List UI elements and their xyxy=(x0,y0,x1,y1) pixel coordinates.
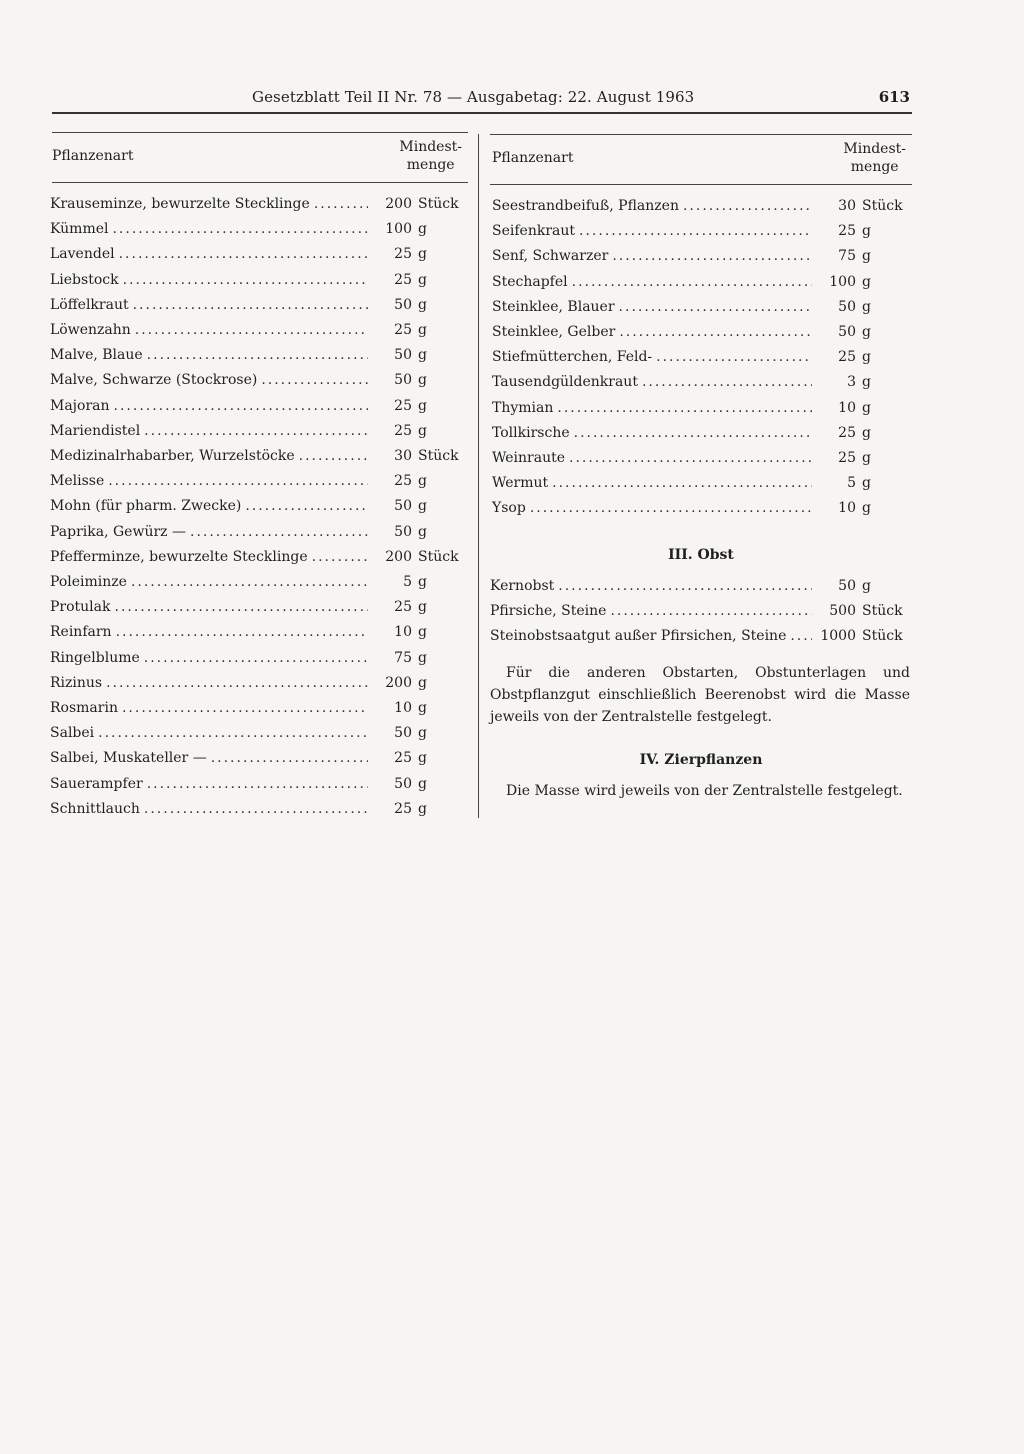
amount-unit: g xyxy=(418,498,427,515)
table-row xyxy=(492,425,912,445)
amount-unit: g xyxy=(418,750,427,767)
leader-dots xyxy=(114,398,368,414)
plant-name: Salbei, Muskateller — xyxy=(50,750,207,767)
plant-name: Pfefferminze, bewurzelte Stecklinge xyxy=(50,548,308,565)
plant-name: Stechapfel xyxy=(492,273,568,290)
min-amount: 25 xyxy=(394,473,412,490)
leader-dots xyxy=(530,500,812,516)
table-row xyxy=(50,423,468,443)
amount-unit: g xyxy=(418,322,427,338)
amount-unit: g xyxy=(862,424,871,441)
min-amount: 25 xyxy=(838,424,856,441)
plant-name: Stiefmütterchen, Feld- xyxy=(492,349,653,366)
min-amount: 50 xyxy=(838,578,856,594)
leader-dots xyxy=(135,322,368,338)
plant-name: Löwenzahn xyxy=(50,322,131,338)
amount-unit: g xyxy=(418,574,427,590)
table-row xyxy=(50,549,468,569)
amount-unit: g xyxy=(862,374,871,391)
plant-name: Rosmarin xyxy=(50,700,118,716)
min-amount: 200 xyxy=(385,548,412,565)
amount-unit: g xyxy=(418,624,427,641)
amount-unit: g xyxy=(418,700,427,716)
leader-dots xyxy=(790,628,812,644)
table-row xyxy=(50,624,468,644)
plant-name: Löffelkraut xyxy=(50,296,129,313)
amount-unit: g xyxy=(418,599,427,616)
amount-unit: g xyxy=(862,273,871,290)
min-amount: 100 xyxy=(829,273,856,290)
section-heading-obst: III. Obst xyxy=(668,547,734,563)
table-row xyxy=(50,398,468,418)
page-header xyxy=(52,88,912,110)
amount-unit: g xyxy=(418,775,427,792)
leader-dots xyxy=(619,299,812,315)
amount-unit: Stück xyxy=(862,628,903,645)
page-number: 613 xyxy=(878,88,910,106)
plant-name: Paprika, Gewürz — xyxy=(50,523,186,540)
header-min-amount: Mindest- menge xyxy=(399,139,462,173)
plant-name: Pfirsiche, Steine xyxy=(490,603,607,620)
min-amount: 50 xyxy=(394,725,412,742)
page-title: Gesetzblatt Teil II Nr. 78 — Ausgabetag: 22. August 1963 xyxy=(252,88,695,106)
min-amount: 25 xyxy=(394,271,412,288)
plant-name: Liebstock xyxy=(50,271,119,288)
header-min-amount: Mindest- menge xyxy=(843,141,906,175)
leader-dots xyxy=(119,246,368,262)
plant-name: Lavendel xyxy=(50,246,115,263)
min-amount: 25 xyxy=(838,450,856,466)
leader-dots xyxy=(261,372,368,388)
plant-name: Steinklee, Blauer xyxy=(492,298,615,315)
amount-unit: Stück xyxy=(418,548,459,565)
min-amount: 50 xyxy=(394,498,412,515)
table-row xyxy=(492,324,912,344)
min-amount: 10 xyxy=(394,624,412,641)
amount-unit: g xyxy=(418,800,427,817)
leader-dots xyxy=(642,374,812,390)
min-amount: 25 xyxy=(394,750,412,767)
leader-dots xyxy=(115,599,369,615)
amount-unit: g xyxy=(418,246,427,263)
amount-unit: Stück xyxy=(418,196,459,212)
column-divider xyxy=(478,134,479,818)
min-amount: 25 xyxy=(838,223,856,240)
zier-note: Die Masse wird jeweils von der Zentralstelle festgelegt. xyxy=(506,783,903,799)
amount-unit: g xyxy=(418,473,427,490)
section-heading-zierpflanzen: IV. Zierpflanzen xyxy=(639,752,763,768)
leader-dots xyxy=(557,400,812,416)
amount-unit: g xyxy=(418,674,427,691)
amount-unit: g xyxy=(418,422,427,439)
min-amount: 25 xyxy=(394,397,412,414)
leader-dots xyxy=(610,603,812,619)
leader-dots xyxy=(98,725,368,741)
left-column xyxy=(52,138,468,184)
plant-name: Schnittlauch xyxy=(50,800,140,817)
plant-name: Rizinus xyxy=(50,674,103,691)
amount-unit: Stück xyxy=(862,603,903,620)
plant-name: Sauerampfer xyxy=(50,775,143,792)
table-row xyxy=(50,725,468,745)
leader-dots xyxy=(106,675,368,691)
min-amount: 50 xyxy=(394,372,412,389)
table-row xyxy=(490,628,912,648)
amount-unit: g xyxy=(418,271,427,288)
amount-unit: g xyxy=(862,475,871,492)
leader-dots xyxy=(108,473,368,489)
leader-dots xyxy=(144,801,368,817)
table-row xyxy=(50,750,468,770)
table-row xyxy=(50,675,468,695)
header-rule xyxy=(52,112,912,114)
left-table-header xyxy=(52,138,468,184)
plant-name: Mariendistel xyxy=(50,422,141,439)
leader-dots xyxy=(569,450,812,466)
min-amount: 10 xyxy=(394,700,412,716)
table-row xyxy=(492,500,912,520)
right-table-top-rule xyxy=(490,134,912,135)
leader-dots xyxy=(144,650,368,666)
plant-name: Ysop xyxy=(492,500,526,517)
right-table-header xyxy=(492,140,912,186)
right-column xyxy=(492,140,912,186)
amount-unit: g xyxy=(862,298,871,315)
table-row xyxy=(50,776,468,796)
amount-unit: g xyxy=(862,450,871,466)
leader-dots xyxy=(299,448,368,464)
leader-dots xyxy=(558,578,812,594)
min-amount: 25 xyxy=(394,422,412,439)
obst-note: Für die anderen Obstarten, Obstunterlagen und Obstpflanzgut einschließlich Beerenobst wird die Masse jeweils von der Zentralstelle festgelegt. xyxy=(490,665,910,725)
leader-dots xyxy=(144,423,368,439)
table-row xyxy=(492,374,912,394)
table-row xyxy=(490,603,912,623)
table-row xyxy=(492,349,912,369)
leader-dots xyxy=(314,196,368,212)
plant-name: Protulak xyxy=(50,599,111,616)
leader-dots xyxy=(133,297,368,313)
min-amount: 3 xyxy=(847,374,856,391)
min-amount: 25 xyxy=(394,322,412,338)
amount-unit: g xyxy=(862,248,871,265)
amount-unit: Stück xyxy=(418,448,459,464)
min-amount: 50 xyxy=(838,324,856,340)
plant-name: Seestrandbeifuß, Pflanzen xyxy=(492,198,679,214)
plant-name: Thymian xyxy=(492,399,554,416)
plant-name: Mohn (für pharm. Zwecke) xyxy=(50,498,242,515)
right-table-head-rule xyxy=(490,184,912,185)
plant-name: Steinklee, Gelber xyxy=(492,324,616,340)
table-row xyxy=(50,473,468,493)
left-table-top-rule xyxy=(52,132,468,133)
table-row xyxy=(50,221,468,241)
plant-name: Kernobst xyxy=(490,578,555,594)
table-row xyxy=(492,223,912,243)
table-row xyxy=(50,347,468,367)
min-amount: 25 xyxy=(838,349,856,366)
plant-name: Weinraute xyxy=(492,450,565,466)
min-amount: 10 xyxy=(838,399,856,416)
leader-dots xyxy=(245,498,368,514)
leader-dots xyxy=(147,776,368,792)
table-row xyxy=(50,574,468,594)
plant-name: Melisse xyxy=(50,473,105,490)
min-amount: 10 xyxy=(838,500,856,517)
plant-name: Malve, Blaue xyxy=(50,347,143,364)
plant-name: Tollkirsche xyxy=(492,424,570,441)
amount-unit: g xyxy=(862,324,871,340)
min-amount: 25 xyxy=(394,599,412,616)
table-row xyxy=(492,248,912,268)
table-row xyxy=(492,274,912,294)
table-row xyxy=(50,322,468,342)
leader-dots xyxy=(131,574,368,590)
plant-name: Medizinalrhabarber, Wurzelstöcke xyxy=(50,448,295,464)
table-row xyxy=(50,196,468,216)
plant-name: Reinfarn xyxy=(50,624,112,641)
table-row xyxy=(492,400,912,420)
table-row xyxy=(50,700,468,720)
min-amount: 25 xyxy=(394,800,412,817)
min-amount: 50 xyxy=(394,296,412,313)
amount-unit: g xyxy=(862,349,871,366)
leader-dots xyxy=(147,347,368,363)
min-amount: 50 xyxy=(838,298,856,315)
leader-dots xyxy=(574,425,812,441)
table-row xyxy=(50,801,468,821)
amount-unit: g xyxy=(862,223,871,240)
min-amount: 50 xyxy=(394,347,412,364)
amount-unit: g xyxy=(862,500,871,517)
min-amount: 500 xyxy=(829,603,856,620)
amount-unit: g xyxy=(418,372,427,389)
amount-unit: g xyxy=(418,523,427,540)
leader-dots xyxy=(619,324,812,340)
plant-name: Majoran xyxy=(50,397,110,414)
min-amount: 200 xyxy=(385,674,412,691)
leader-dots xyxy=(572,274,812,290)
table-row xyxy=(50,524,468,544)
plant-name: Poleiminze xyxy=(50,574,127,590)
leader-dots xyxy=(122,700,368,716)
leader-dots xyxy=(312,549,368,565)
table-row xyxy=(50,448,468,468)
header-plant-type: Pflanzenart xyxy=(52,148,134,164)
left-table-head-rule xyxy=(52,182,468,183)
table-row xyxy=(50,272,468,292)
leader-dots xyxy=(552,475,812,491)
table-row xyxy=(492,198,912,218)
amount-unit: g xyxy=(418,221,427,238)
table-row xyxy=(50,372,468,392)
leader-dots xyxy=(612,248,812,264)
table-row xyxy=(50,297,468,317)
table-row xyxy=(490,578,912,598)
min-amount: 30 xyxy=(838,198,856,214)
min-amount: 50 xyxy=(394,523,412,540)
leader-dots xyxy=(123,272,368,288)
plant-name: Kümmel xyxy=(50,221,109,238)
plant-name: Ringelblume xyxy=(50,649,140,666)
plant-name: Krauseminze, bewurzelte Stecklinge xyxy=(50,196,310,212)
table-row xyxy=(50,599,468,619)
table-row xyxy=(50,498,468,518)
amount-unit: g xyxy=(862,399,871,416)
min-amount: 1000 xyxy=(820,628,856,645)
leader-dots xyxy=(211,750,368,766)
leader-dots xyxy=(190,524,368,540)
min-amount: 100 xyxy=(385,221,412,238)
amount-unit: g xyxy=(418,296,427,313)
min-amount: 200 xyxy=(385,196,412,212)
leader-dots xyxy=(116,624,368,640)
table-row xyxy=(492,450,912,470)
leader-dots xyxy=(683,198,812,214)
min-amount: 25 xyxy=(394,246,412,263)
table-row xyxy=(492,299,912,319)
amount-unit: g xyxy=(418,347,427,364)
plant-name: Tausendgüldenkraut xyxy=(492,374,638,391)
table-row xyxy=(50,650,468,670)
plant-name: Steinobstsaatgut außer Pfirsichen, Steine xyxy=(490,628,787,645)
min-amount: 75 xyxy=(838,248,856,265)
plant-name: Malve, Schwarze (Stockrose) xyxy=(50,372,258,389)
amount-unit: g xyxy=(418,649,427,666)
min-amount: 5 xyxy=(403,574,412,590)
min-amount: 50 xyxy=(394,775,412,792)
leader-dots xyxy=(656,349,812,365)
amount-unit: g xyxy=(418,397,427,414)
plant-name: Wermut xyxy=(492,475,549,492)
plant-name: Senf, Schwarzer xyxy=(492,248,609,265)
plant-name: Seifenkraut xyxy=(492,223,576,240)
table-row xyxy=(492,475,912,495)
min-amount: 30 xyxy=(394,448,412,464)
leader-dots xyxy=(112,221,368,237)
table-row xyxy=(50,246,468,266)
min-amount: 5 xyxy=(847,475,856,492)
header-plant-type: Pflanzenart xyxy=(492,150,574,166)
min-amount: 75 xyxy=(394,649,412,666)
leader-dots xyxy=(579,223,812,239)
amount-unit: g xyxy=(862,578,871,594)
amount-unit: g xyxy=(418,725,427,742)
amount-unit: Stück xyxy=(862,198,903,214)
plant-name: Salbei xyxy=(50,725,95,742)
